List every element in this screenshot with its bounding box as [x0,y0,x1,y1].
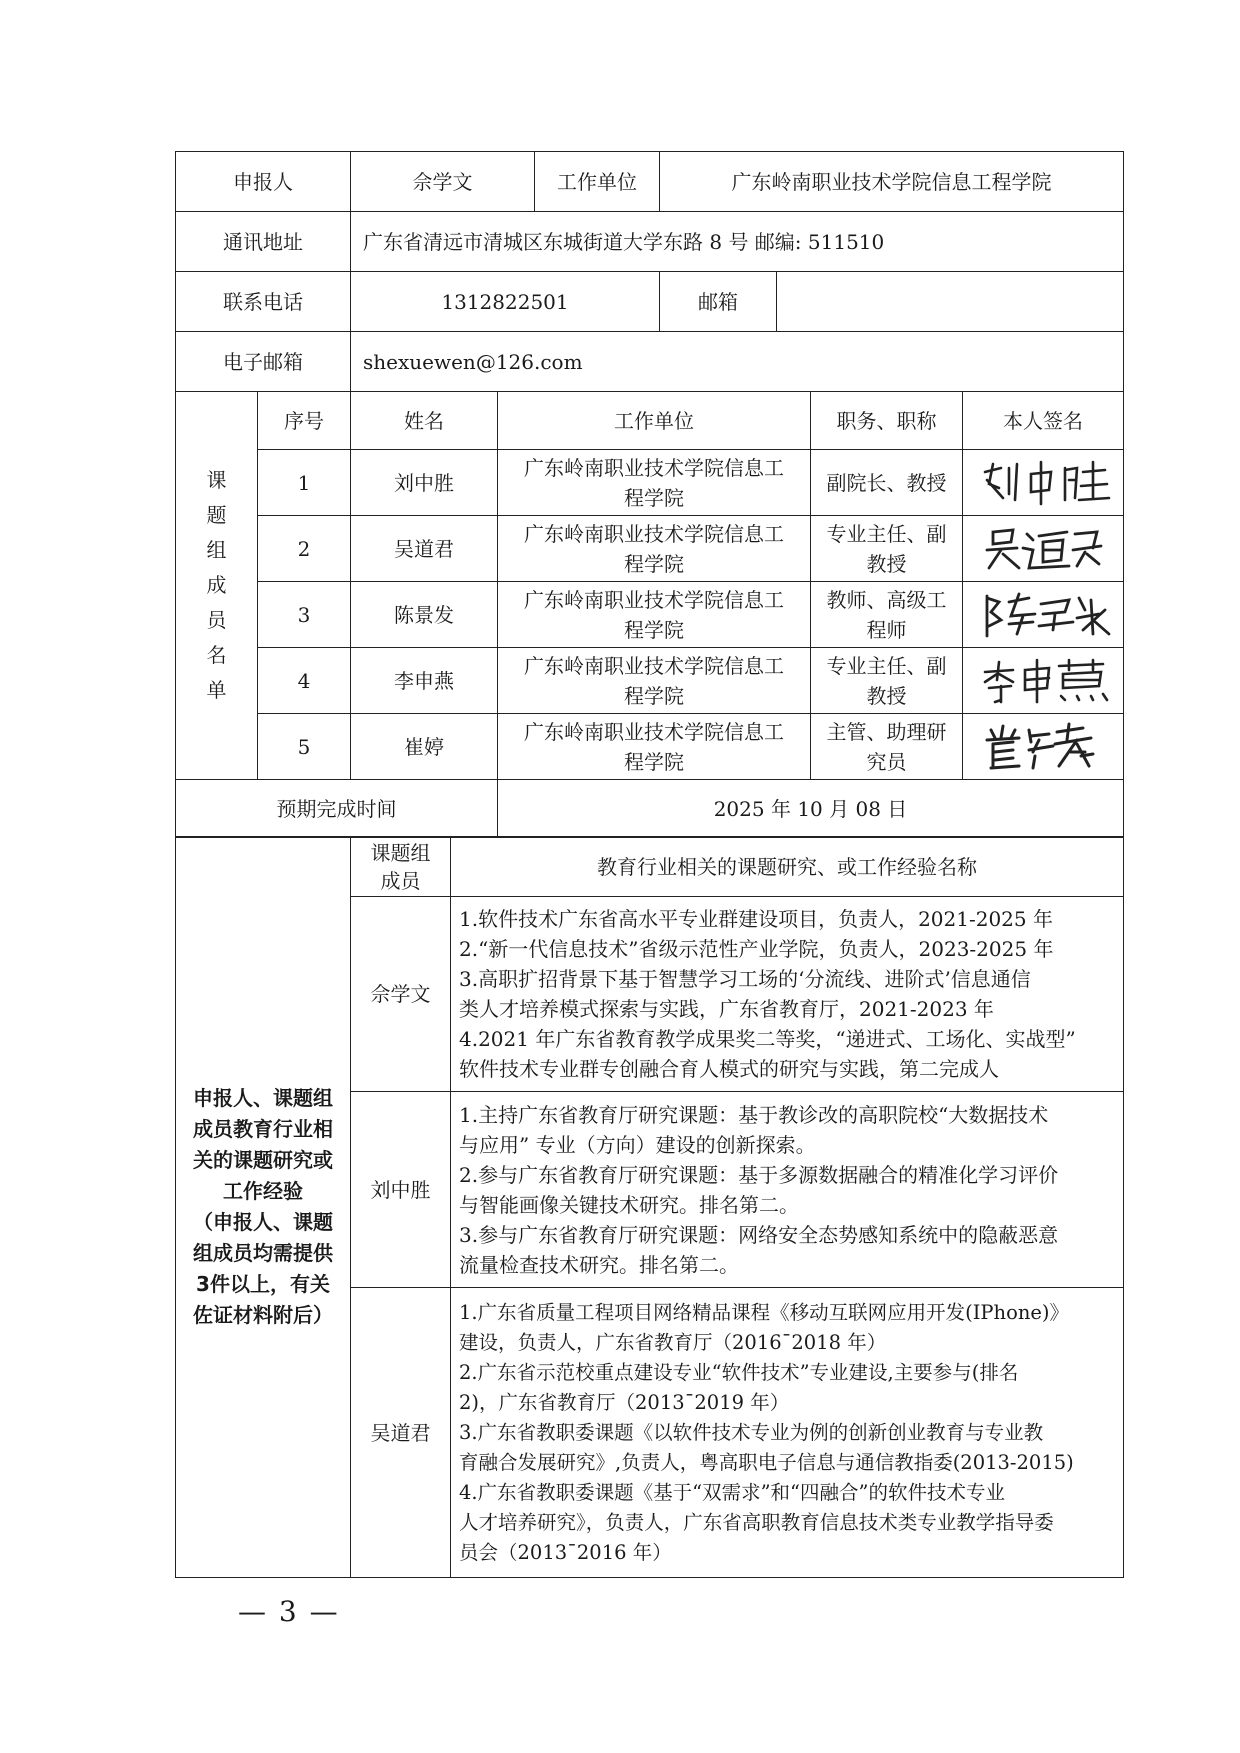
experience-line: 建设，负责人，广东省教育厅（2016¯2018 年） [459,1330,887,1354]
member-row [176,450,1124,516]
member-title [811,516,963,582]
experience-line: 4.2021 年广东省教育教学成果奖二等奖，“递进式、工场化、实战型” [459,1027,1076,1051]
member-unit-line: 广东岭南职业技术学院信息工 [524,587,784,612]
mailbox-label: 邮箱 [660,272,777,332]
handwritten-signature [973,458,1113,508]
member-unit [498,648,811,714]
members-section-label-char: 组 [206,538,227,562]
member-title [811,714,963,780]
email-label: 电子邮箱 [176,332,351,392]
experience-line: 4.广东省教职委课题《基于“双需求”和“四融合”的软件技术专业 [459,1480,1005,1504]
experience-line: 2.广东省示范校重点建设专业“软件技术”专业建设,主要参与(排名 [459,1360,1019,1384]
members-section-label-char: 名 [206,643,227,667]
header-title: 职务、职称 [811,392,963,450]
member-signature [963,714,1124,780]
member-row [176,516,1124,582]
members-section-label-char: 题 [206,503,227,527]
member-signature [963,648,1124,714]
applicant-info-table [175,151,1124,392]
member-unit [498,582,811,648]
mailbox-value [777,272,1124,332]
experience-content [451,1288,1124,1578]
member-title-line: 程师 [866,617,907,642]
member-unit-line: 程学院 [624,749,684,774]
member-unit-line: 广东岭南职业技术学院信息工 [524,719,784,744]
handwritten-signature [973,590,1113,640]
member-row [176,648,1124,714]
member-title-line: 究员 [866,749,907,774]
experience-line: 2)，广东省教育厅（2013¯2019 年） [459,1390,790,1414]
experience-line: 与应用” 专业（方向）建设的创新探索。 [459,1132,816,1157]
member-unit-line: 程学院 [624,683,684,708]
members-section-label-text [176,463,257,708]
member-title-line: 副院长、教授 [826,470,947,495]
completion-date: 2025 年 10 月 08 日 [498,780,1124,838]
experience-line: 3.高职扩招背景下基于智慧学习工场的‘分流线、进阶式’信息通信 [459,967,1031,991]
page-number: — 3 — [238,1595,340,1628]
experience-label-line: 成员教育行业相 [193,1117,333,1141]
header-unit: 工作单位 [498,392,811,450]
member-unit-line: 广东岭南职业技术学院信息工 [524,521,784,546]
experience-line: 类人才培养模式探索与实践，广东省教育厅，2021-2023 年 [459,997,994,1021]
member-name: 吴道君 [351,516,498,582]
member-unit [498,714,811,780]
member-unit [498,516,811,582]
experience-label-line: 组成员均需提供 [193,1241,333,1265]
member-title [811,450,963,516]
header-member-line: 课题组 [370,840,431,865]
experience-line: 1.广东省质量工程项目网络精品课程《移动互联网应用开发(IPhone)》 [459,1300,1070,1324]
experience-content [451,1092,1124,1288]
members-section-label-char: 课 [206,468,227,492]
experience-table [175,836,1124,1578]
member-no: 3 [258,582,351,648]
members-section-label-char: 成 [206,573,227,597]
member-name: 崔婷 [351,714,498,780]
member-name: 陈景发 [351,582,498,648]
experience-label-line: 关的课题研究或 [193,1148,333,1172]
header-member-line: 成员 [380,868,421,893]
experience-label-line: 申报人、课题组 [193,1086,333,1110]
member-signature [963,450,1124,516]
experience-line: 3.参与广东省教育厅研究课题：网络安全态势感知系统中的隐蔽恶意 [459,1222,1059,1247]
experience-line: 流量检查技术研究。排名第二。 [459,1252,739,1277]
member-no: 2 [258,516,351,582]
experience-line: 人才培养研究》，负责人，广东省高职教育信息技术类专业教学指导委 [459,1510,1054,1534]
member-unit-line: 程学院 [624,617,684,642]
member-no: 4 [258,648,351,714]
phone-value: 1312822501 [351,272,660,332]
applicant-name: 佘学文 [351,152,535,212]
members-section-label [176,392,258,780]
member-title [811,648,963,714]
member-title-line: 专业主任、副 [826,521,947,546]
applicant-unit: 广东岭南职业技术学院信息工程学院 [660,152,1124,212]
header-name: 姓名 [351,392,498,450]
address-value: 广东省清远市清城区东城街道大学东路 8 号 邮编: 511510 [351,212,1124,272]
experience-line: 育融合发展研究》,负责人，粤高职电子信息与通信教指委(2013-2015) [459,1450,1074,1474]
members-table [175,391,1124,838]
experience-line: 与智能画像关键技术研究。排名第二。 [459,1192,799,1217]
member-name: 刘中胜 [351,450,498,516]
experience-line: 软件技术专业群专创融合育人模式的研究与实践，第二完成人 [459,1057,999,1081]
experience-line: 2.“新一代信息技术”省级示范性产业学院，负责人，2023-2025 年 [459,937,1054,961]
member-unit-line: 程学院 [624,485,684,510]
member-title [811,582,963,648]
experience-section-label [176,837,351,1578]
experience-label-line: 3件以上，有关 [196,1272,330,1296]
experience-line: 1.软件技术广东省高水平专业群建设项目，负责人，2021-2025 年 [459,907,1053,931]
member-signature [963,582,1124,648]
address-label: 通讯地址 [176,212,351,272]
header-experience: 教育行业相关的课题研究、或工作经验名称 [451,837,1124,897]
handwritten-signature [973,656,1113,706]
handwritten-signature [973,722,1113,772]
phone-label: 联系电话 [176,272,351,332]
header-no: 序号 [258,392,351,450]
unit-label: 工作单位 [535,152,660,212]
member-title-line: 教授 [866,683,907,708]
header-signature: 本人签名 [963,392,1124,450]
experience-member: 佘学文 [351,897,451,1092]
member-row [176,714,1124,780]
member-row [176,582,1124,648]
applicant-label: 申报人 [176,152,351,212]
experience-label-line: （申报人、课题 [193,1210,333,1234]
member-title-line: 主管、助理研 [826,719,947,744]
member-no: 1 [258,450,351,516]
member-name: 李申燕 [351,648,498,714]
handwritten-signature [973,524,1113,574]
experience-label-line: 佐证材料附后） [193,1303,333,1327]
experience-line: 2.参与广东省教育厅研究课题：基于多源数据融合的精准化学习评价 [459,1162,1059,1187]
experience-line: 员会（2013¯2016 年） [459,1540,672,1564]
members-section-label-char: 员 [206,608,227,632]
completion-label: 预期完成时间 [176,780,498,838]
member-no: 5 [258,714,351,780]
experience-member: 吴道君 [351,1288,451,1578]
experience-content [451,897,1124,1092]
header-member [351,837,451,897]
member-unit [498,450,811,516]
email-value: shexuewen@126.com [351,332,1124,392]
member-title-line: 专业主任、副 [826,653,947,678]
member-unit-line: 广东岭南职业技术学院信息工 [524,653,784,678]
experience-line: 1.主持广东省教育厅研究课题：基于教诊改的高职院校“大数据技术 [459,1102,1049,1127]
member-signature [963,516,1124,582]
member-title-line: 教授 [866,551,907,576]
member-unit-line: 程学院 [624,551,684,576]
experience-label-line: 工作经验 [223,1179,303,1203]
experience-line: 3.广东省教职委课题《以软件技术专业为例的创新创业教育与专业教 [459,1420,1044,1444]
member-unit-line: 广东岭南职业技术学院信息工 [524,455,784,480]
member-title-line: 教师、高级工 [826,587,947,612]
experience-member: 刘中胜 [351,1092,451,1288]
members-section-label-char: 单 [206,678,227,702]
